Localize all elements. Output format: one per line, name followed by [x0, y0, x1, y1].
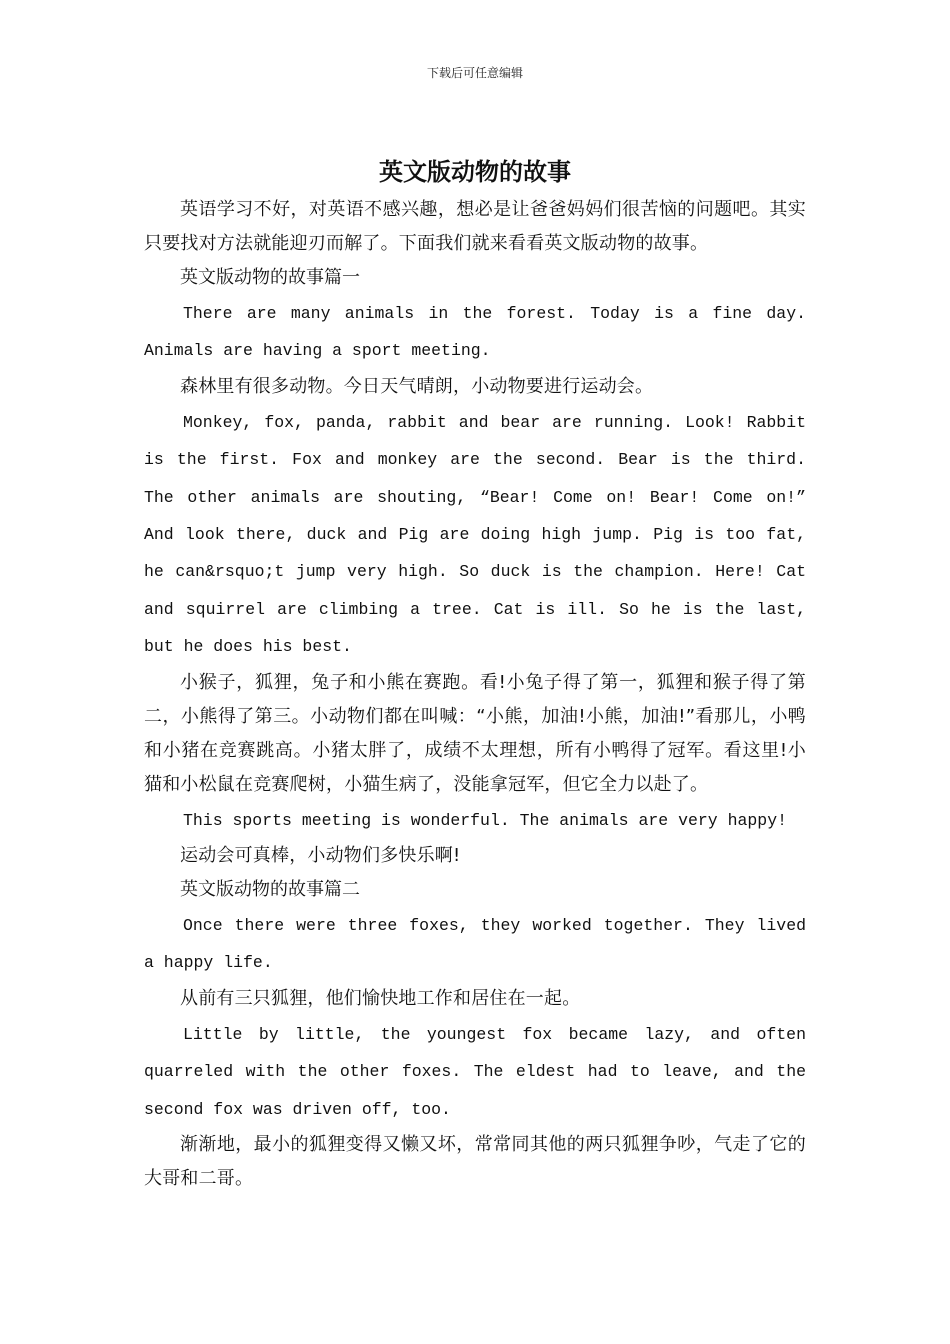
english-paragraph: There are many animals in the forest. Today is a fine day. Animals are having a sport meeting.	[144, 304, 806, 361]
chinese-paragraph: 森林里有很多动物。今日天气晴朗，小动物要进行运动会。	[180, 375, 654, 397]
intro-paragraph: 英语学习不好，对英语不感兴趣，想必是让爸爸妈妈们很苦恼的问题吧。其实只要找对方法就能迎刃而解了。下面我们就来看看英文版动物的故事。	[144, 199, 806, 254]
document-body	[144, 193, 806, 1196]
section-heading-1: 英文版动物的故事篇一	[180, 267, 360, 288]
chinese-paragraph: 运动会可真棒，小动物们多快乐啊!	[180, 845, 461, 867]
english-paragraph: This sports meeting is wonderful. The animals are very happy!	[183, 810, 787, 830]
chinese-paragraph: 渐渐地，最小的狐狸变得又懒又坏，常常同其他的两只狐狸争吵，气走了它的大哥和二哥。	[144, 1134, 806, 1190]
chinese-paragraph: 小猴子，狐狸，兔子和小熊在赛跑。看!小兔子得了第一，狐狸和猴子得了第二，小熊得了第三。小动物们都在叫喊：“小熊，加油!小熊，加油!”看那儿，小鸭和小猪在竞赛跳高。小猪太胖了，成绩不太理想，所有小鸭得了冠军。看这里!小猫和小松鼠在竞赛爬树，小猫生病了，没能拿冠军，但它全力以赴了。	[144, 671, 806, 795]
chinese-paragraph: 从前有三只狐狸，他们愉快地工作和居住在一起。	[180, 987, 581, 1009]
english-paragraph: Once there were three foxes, they worked together. They lived a happy life.	[144, 916, 806, 973]
english-paragraph: Monkey, fox, panda, rabbit and bear are running. Look! Rabbit is the first. Fox and monkey are the second. Bear is the third. The other animals are shouting, “Bear! Come on! Bear! Come on!” And look there, duck and Pig are doing high jump. Pig is too fat, he can&rsquo;t jump very high. So duck is the champion. Here! Cat and squirrel are climbing a tree. Cat is ill. So he is the last, but he does his best.	[144, 412, 806, 657]
section-heading-2: 英文版动物的故事篇二	[180, 879, 360, 901]
header-note: 下载后可任意编辑	[426, 66, 523, 80]
document-title: 英文版动物的故事	[379, 158, 571, 186]
english-paragraph: Little by little, the youngest fox became lazy, and often quarreled with the other foxes. The eldest had to leave, and the second fox was driven off, too.	[144, 1024, 806, 1119]
